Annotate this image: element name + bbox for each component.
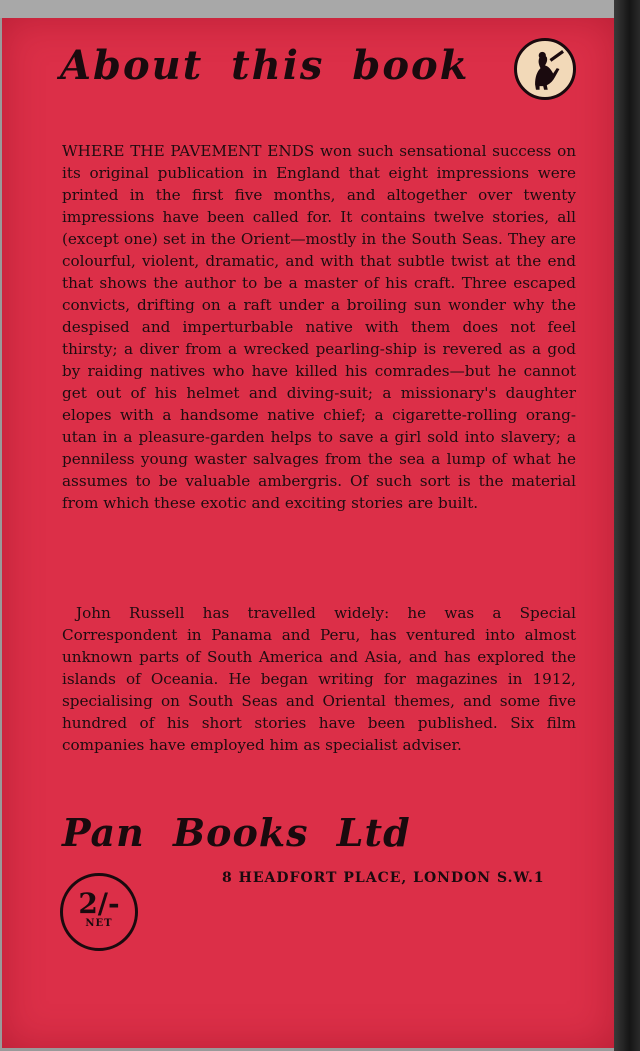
price-badge <box>60 873 138 951</box>
price-amount: 2/- <box>78 887 120 920</box>
pan-piper-logo-icon <box>514 38 576 100</box>
author-bio-paragraph: John Russell has travelled widely: he was a Special Correspondent in Panama and Peru, has ventured into almost unknown parts of South America and Asia, and has explored the islands of Oceania. He began writing for magazines in 1912, specialising on South Seas and Oriental themes, and some five hundred of his short stories have been published. Six film companies have employed him as specialist adviser. <box>62 604 576 754</box>
publisher-address: 8 HEADFORT PLACE, LONDON S.W.1 <box>222 870 545 886</box>
background-strip <box>0 0 640 18</box>
spine-edge <box>614 0 640 1051</box>
publisher-name: Pan Books Ltd <box>62 810 411 855</box>
blurb-paragraph: WHERE THE PAVEMENT ENDS won such sensational success on its original publication in England that eight impressions were printed in the first five months, and altogether over twenty impressions have been called for. It contains twelve stories, all (except one) set in the Orient—mostly in the South Seas. They are colourful, violent, dramatic, and with that subtle twist at the end that shows the author to be a master of his craft. Three escaped convicts, drifting on a raft under a broiling sun wonder why the despised and imperturbable native with them does not feel thirsty; a diver from a wrecked pearling-ship is revered as a god by raiding natives who have killed his comrades—but he cannot get out of his helmet and diving-suit; a missionary's daughter elopes with a handsome native chief; a cigarette-rolling orang-utan in a pleasure-garden helps to save a girl sold into slavery; a penniless young waster salvages from the sea a lump of what he assumes to be valuable ambergris. Of such sort is the material from which these exotic and exciting stories are built. <box>62 142 576 512</box>
page-title: About this book <box>60 42 470 89</box>
price-net-label: NET <box>85 918 113 929</box>
